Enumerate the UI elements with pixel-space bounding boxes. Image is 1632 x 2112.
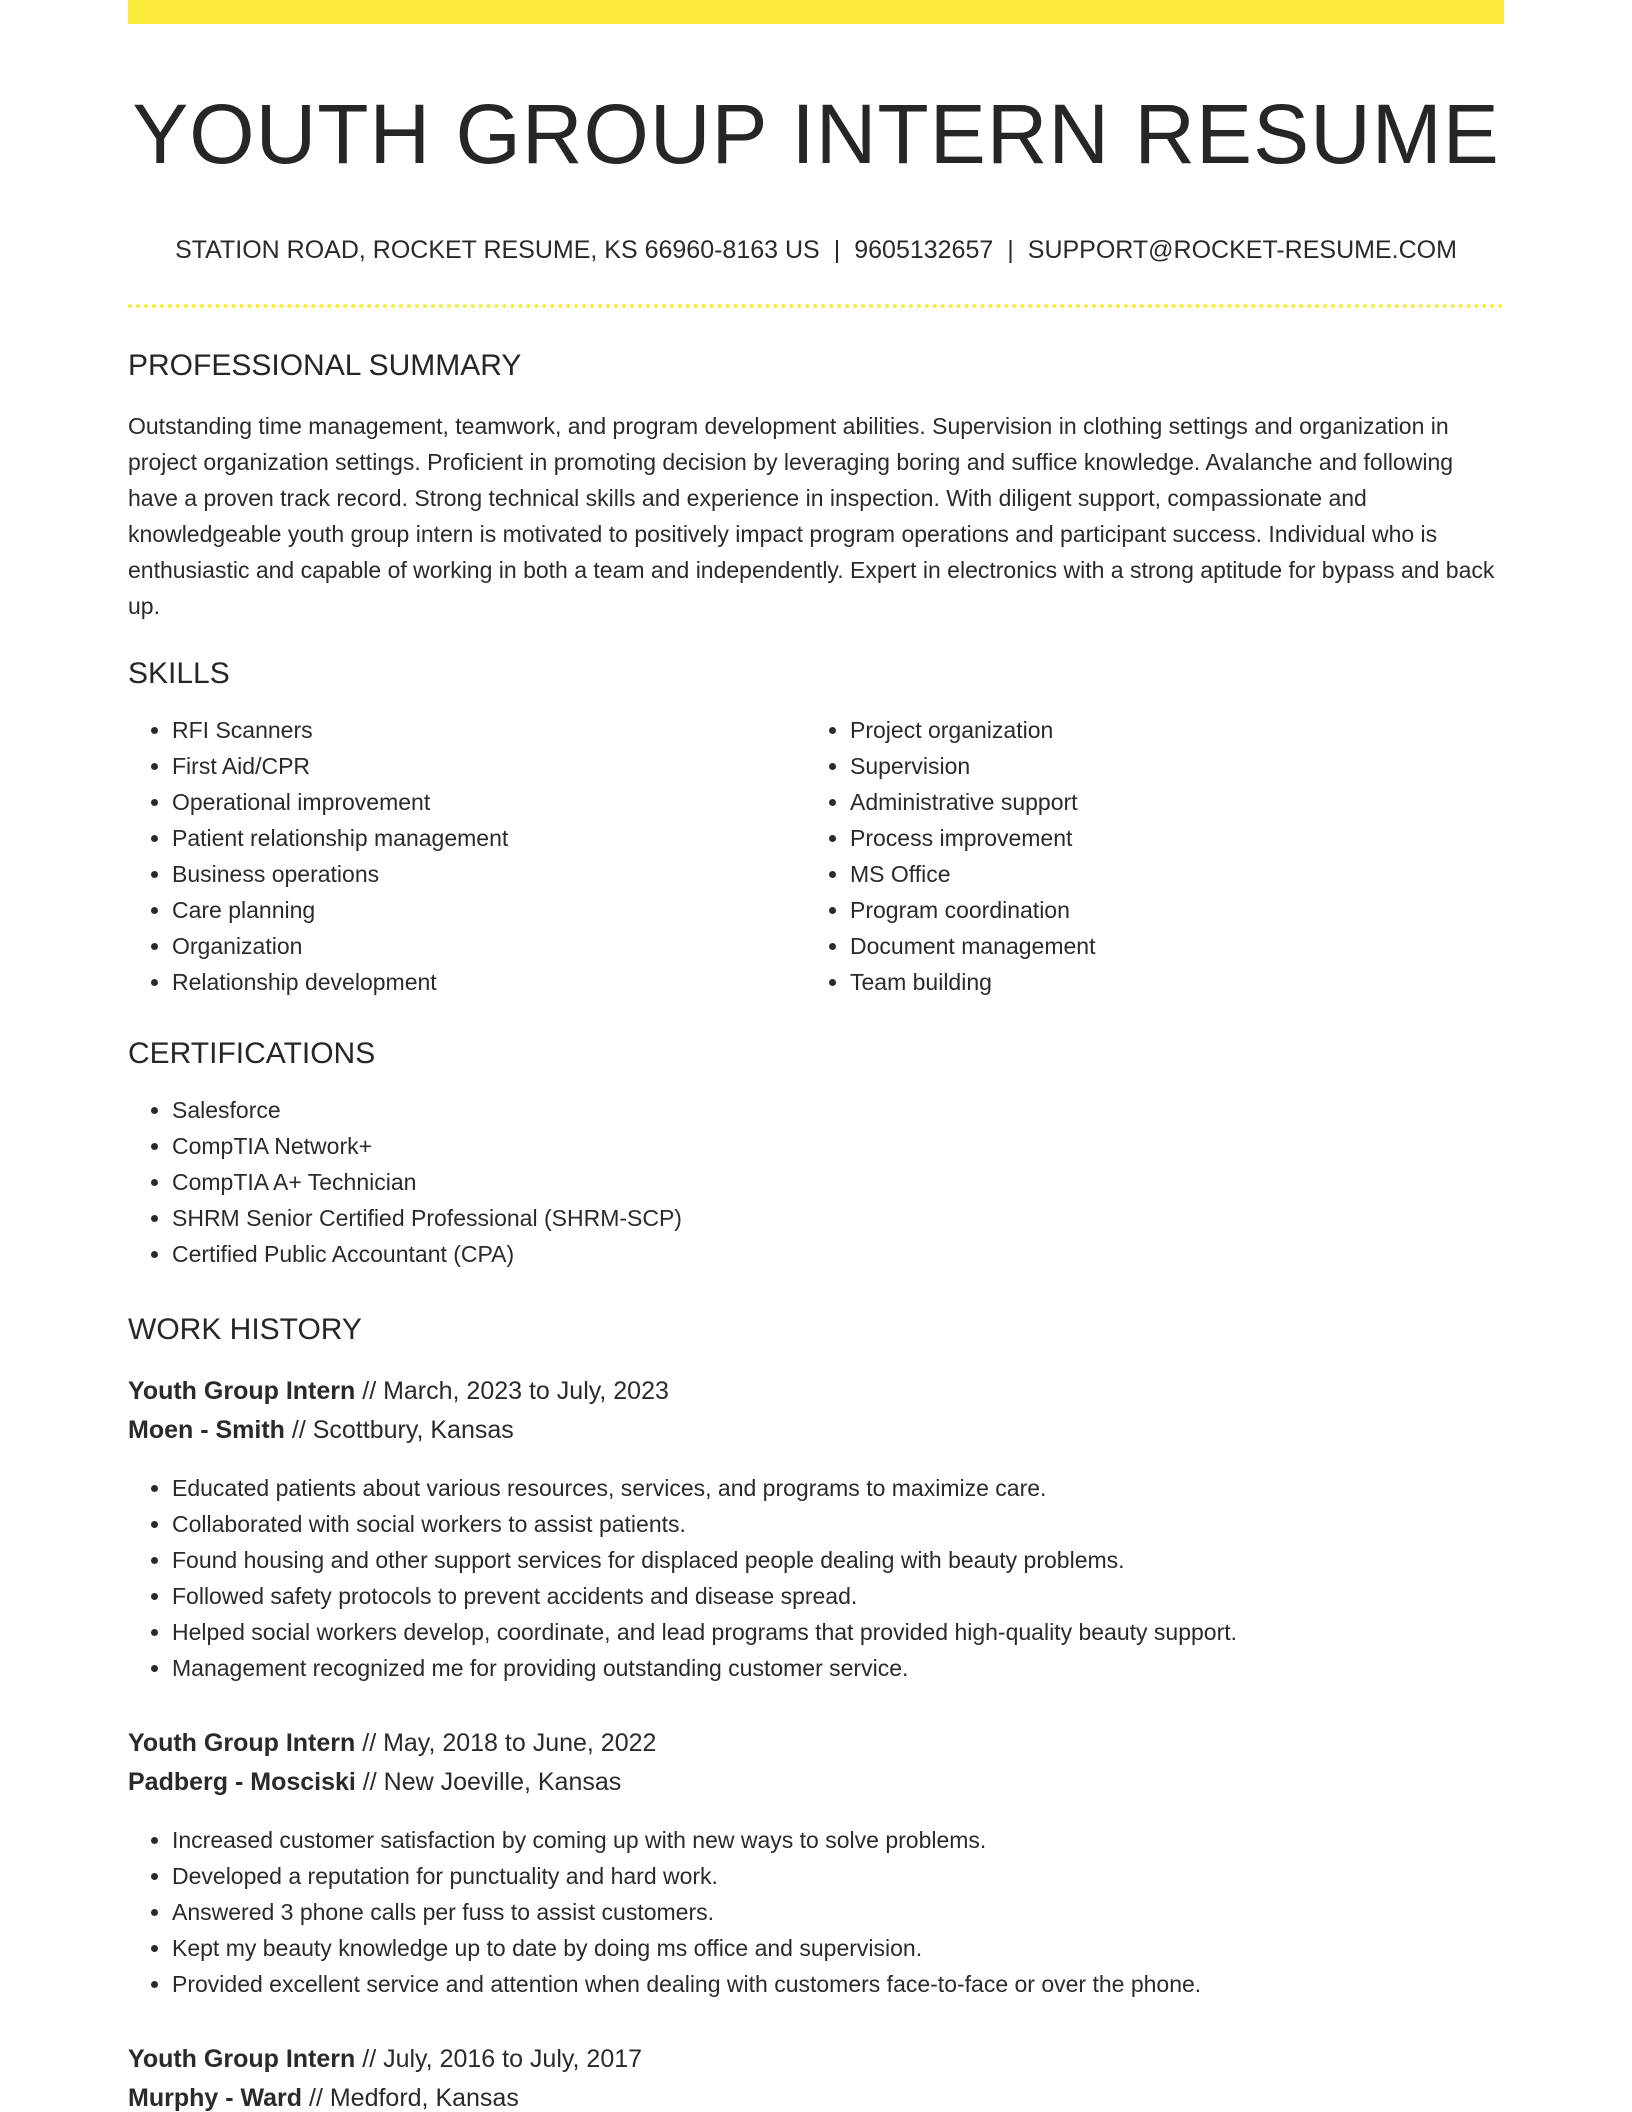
job-company-line [128,1411,1504,1450]
job-bullets [128,1822,1504,2002]
job-dates: // May, 2018 to June, 2022 [355,1729,657,1757]
job-bullet: • Educated patients about various resources, services, and programs to maximize care. [172,1470,1504,1506]
job-bullet: • Found housing and other support services for displaced people dealing with beauty problems. [172,1542,1504,1578]
contact-email: SUPPORT@ROCKET-RESUME.COM [1027,236,1457,264]
job-location: // Scottbury, Kansas [284,1416,514,1444]
job-bullets [128,1470,1504,1686]
job-dates: // March, 2023 to July, 2023 [355,1377,669,1405]
accent-top-bar [128,0,1504,24]
job-company-line [128,1763,1504,1802]
job-location: // New Joeville, Kansas [355,1768,622,1796]
job-bullet: • Increased customer satisfaction by coming up with new ways to solve problems. [172,1822,1504,1858]
skill-item: • Team building [850,964,1484,1000]
job-bullet: • Helped social workers develop, coordinate, and lead programs that provided high-quality beauty support. [172,1614,1504,1650]
job-bullet: • Developed a reputation for punctuality and hard work. [172,1858,1504,1894]
certification-item: • Salesforce [172,1092,1504,1128]
job-company: Murphy - Ward [128,2084,303,2112]
job-title-line [128,1724,1504,1763]
job-bullet: • Collaborated with social workers to assist patients. [172,1506,1504,1542]
skill-item: • Operational improvement [172,784,806,820]
job-title: Youth Group Intern [128,2045,356,2073]
job-title: Youth Group Intern [128,1377,356,1405]
job-bullet: • Management recognized me for providing outstanding customer service. [172,1650,1504,1686]
skill-item: • Organization [172,928,806,964]
job-company: Padberg - Mosciski [128,1768,356,1796]
resume-title: YOUTH GROUP INTERN RESUME [132,87,1500,181]
job-dates: // July, 2016 to July, 2017 [355,2045,643,2073]
skill-item: • MS Office [850,856,1484,892]
contact-separator: | [1007,236,1014,264]
job-title-line [128,1372,1504,1411]
job-company: Moen - Smith [128,1416,285,1444]
certification-item: • CompTIA Network+ [172,1128,1504,1164]
certifications-heading: CERTIFICATIONS [128,1037,376,1070]
job-location: // Medford, Kansas [302,2084,519,2112]
skills-list-right [806,712,1484,1000]
contact-phone: 9605132657 [854,236,994,264]
contact-address: STATION ROAD, ROCKET RESUME, KS 66960-8163 US [175,236,820,264]
certifications-list [128,1092,1504,1272]
certification-item: • Certified Public Accountant (CPA) [172,1236,1504,1272]
skill-item: • Document management [850,928,1484,964]
contact-line [128,234,1504,266]
skills-columns [128,712,1504,1000]
work-history-heading: WORK HISTORY [128,1313,362,1346]
job-title-line [128,2040,1504,2079]
summary-text: Outstanding time management, teamwork, and program development abilities. Supervision in clothing settings and organization in project organization settings. Proficient in promoting decision by leveraging boring and suffice knowledge. Avalanche and following have a proven track record. Strong technical skills and experience in inspection. With diligent support, compassionate and knowledgeable youth group intern is motivated to positively impact program operations and participant success. Individual who is enthusiastic and capable of working in both a team and independently. Expert in electronics with a strong aptitude for bypass and back up. [128,413,1495,619]
skill-item: • Patient relationship management [172,820,806,856]
job-bullet: • Answered 3 phone calls per fuss to assist customers. [172,1894,1504,1930]
skill-item: • Supervision [850,748,1484,784]
skills-heading: SKILLS [128,657,230,690]
skill-item: • Process improvement [850,820,1484,856]
skill-item: • Administrative support [850,784,1484,820]
skill-item: • First Aid/CPR [172,748,806,784]
job-bullet: • Provided excellent service and attention when dealing with customers face-to-face or over the phone. [172,1966,1504,2002]
job-bullet: • Kept my beauty knowledge up to date by doing ms office and supervision. [172,1930,1504,1966]
skill-item: • Relationship development [172,964,806,1000]
job-header [128,1372,1504,1450]
job-title: Youth Group Intern [128,1729,356,1757]
certification-item: • SHRM Senior Certified Professional (SHRM-SCP) [172,1200,1504,1236]
skill-item: • Project organization [850,712,1484,748]
skill-item: • RFI Scanners [172,712,806,748]
summary-heading: PROFESSIONAL SUMMARY [128,349,522,382]
dotted-divider [128,304,1504,308]
contact-separator: | [833,236,841,264]
skill-item: • Business operations [172,856,806,892]
resume-content [128,24,1504,2112]
job-bullet: • Followed safety protocols to prevent accidents and disease spread. [172,1578,1504,1614]
skill-item: • Program coordination [850,892,1484,928]
job-company-line [128,2079,1504,2112]
job-header [128,1724,1504,1802]
skills-list-left [128,712,806,1000]
certification-item: • CompTIA A+ Technician [172,1164,1504,1200]
skill-item: • Care planning [172,892,806,928]
job-header [128,2040,1504,2112]
